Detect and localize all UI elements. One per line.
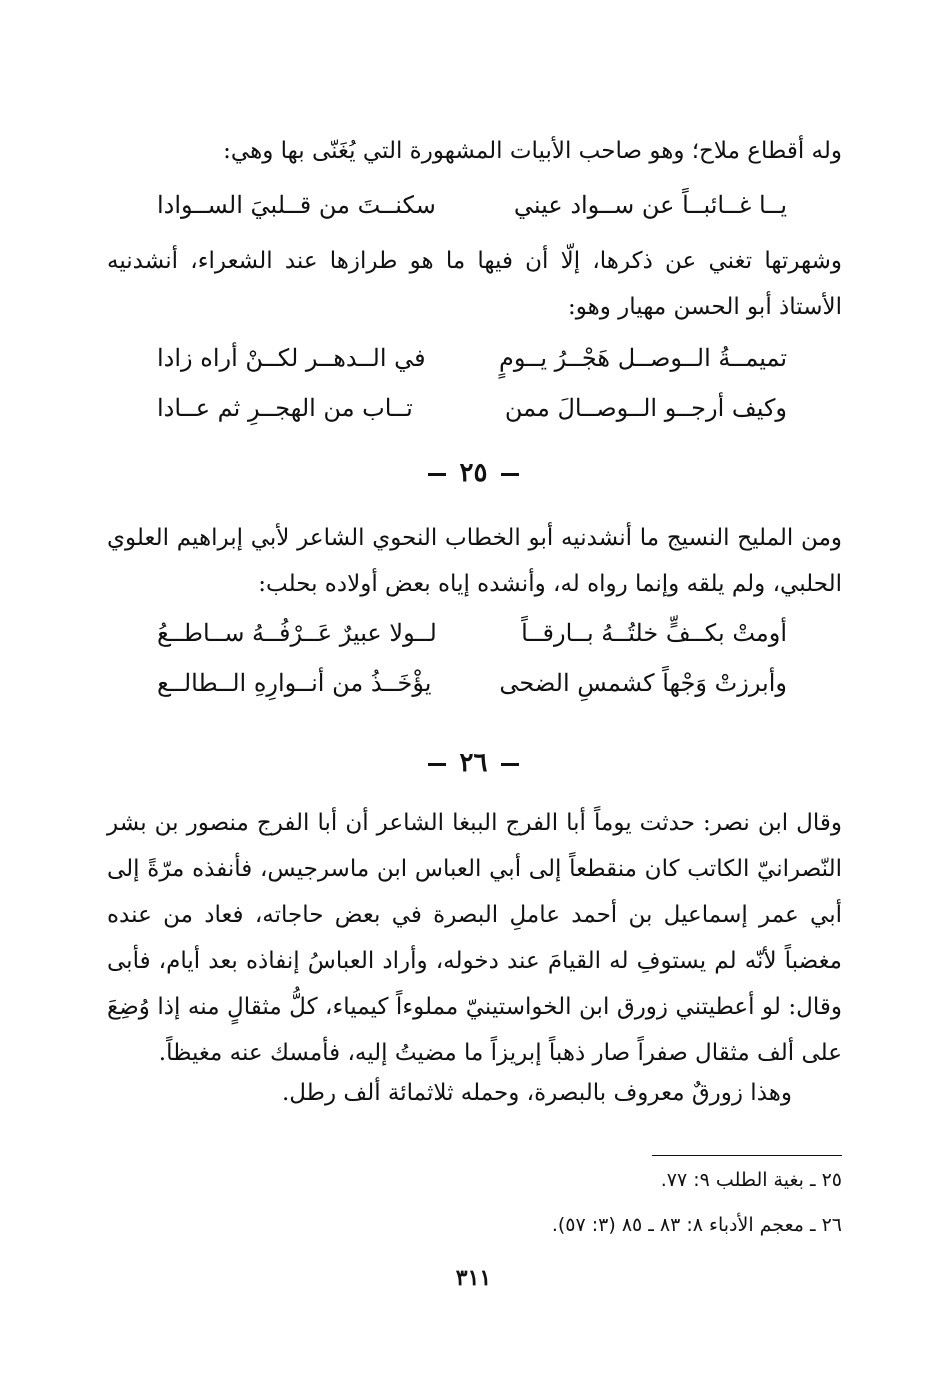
verse-line [157, 333, 787, 383]
paragraph-shuhra [107, 238, 842, 330]
paragraph-text: وهذا زورقٌ معروف بالبصرة، وحمله ثلاثمائة ألف رطل. [281, 1080, 792, 1106]
paragraph-text: وقال ابن نصر: حدثت يوماً أبا الفرج الببغا الشاعر أن أبا الفرج منصور بن بشر النّصرانيّ الكاتب كان منقطعاً إلى أبي العباس ابن ماسرجيس، فأنفذه مرّةً إلى أبي عمر إسماعيل بن أحمد عاملِ البصرة في بعض حاجاته، فعاد من عنده مغضباً لأنّه لم يستوفِ له القيامَ عند دخوله، وأراد العباسُ إنفاذه بعد أيام، فأبى وقال: لو أعطيتني زورق ابن الخواستينيّ مملوءاً كيمياء، كلُّ مثقالٍ منه إذا وُضِعَ على ألف مثقال صفراً صار ذهباً إبريزاً ما مضيتُ إليه، فأمسك عنه مغيظاً. [107, 810, 842, 1066]
paragraph-text: وشهرتها تغني عن ذكرها، إلّا أن فيها ما هو طرازها عند الشعراء، أنشدنيه الأستاذ أبو الحسن مهيار وهو: [107, 248, 842, 320]
intro-text: وله أقطاع ملاح؛ وهو صاحب الأبيات المشهورة التي يُغَنّى بها وهي: [223, 138, 842, 164]
verse-block-25 [157, 608, 787, 708]
hemistich-first: يــا غــائبــاً عن ســواد عيني [513, 191, 787, 219]
hemistich-first: وأبرزتْ وَجْهاً كشمسِ الضحى [499, 669, 787, 697]
section-number-26 [0, 748, 947, 778]
verse-line [157, 180, 787, 230]
footnote-text: ٢٥ ـ بغية الطلب ٩: ٧٧. [660, 1169, 842, 1191]
section-number-25 [0, 458, 947, 488]
paragraph-text: ومن المليح النسيج ما أنشدنيه أبو الخطاب النحوي الشاعر لأبي إبراهيم العلوي الحلبي، ولم يلقه وإنما رواه له، وأنشده إياه بعض أولاده بحلب: [107, 525, 842, 597]
dash [428, 473, 446, 476]
section-25-paragraph [107, 515, 842, 607]
footnote-text: ٢٦ ـ معجم الأدباء ٨: ٨٣ ـ ٨٥ (٣: ٥٧). [551, 1214, 842, 1236]
hemistich-second: يؤْخَــذُ من أنــوارِهِ الــطالــع [157, 669, 432, 697]
verse-block-1 [157, 180, 787, 230]
dash [501, 763, 519, 766]
hemistich-second: تــاب من الهجــرِ ثم عــادا [157, 394, 413, 422]
hemistich-second: سكنــتَ من قــلبيَ الســوادا [157, 191, 436, 219]
footnote-26 [107, 1210, 842, 1240]
page-number [0, 1265, 947, 1291]
dash [501, 473, 519, 476]
hemistich-first: تميمــةُ الــوصــل هَجْــرُ يــومٍ [499, 344, 787, 372]
footnote-divider [652, 1155, 842, 1156]
page-number-text: ٣١١ [455, 1265, 492, 1291]
section-number-text: ٢٥ [459, 458, 488, 488]
hemistich-second: في الــدهــر لكــنْ أراه زادا [157, 344, 426, 372]
footnote-25 [107, 1165, 842, 1195]
intro-paragraph [107, 128, 842, 174]
hemistich-second: لــولا عبيرٌ عَــرْفُــهُ ســاطــعُ [157, 619, 437, 647]
section-number-text: ٢٦ [459, 748, 488, 778]
dash [428, 763, 446, 766]
verse-line [157, 383, 787, 433]
section-26-paragraph-2 [107, 1070, 792, 1116]
hemistich-first: أومتْ بكــفٍّ خلتُــهُ بــارقــاً [521, 619, 787, 647]
verse-line [157, 608, 787, 658]
section-26-paragraph [107, 800, 842, 1076]
verse-line [157, 658, 787, 708]
hemistich-first: وكيف أرجــو الــوصــالَ ممن [504, 394, 787, 422]
verse-block-2 [157, 333, 787, 433]
